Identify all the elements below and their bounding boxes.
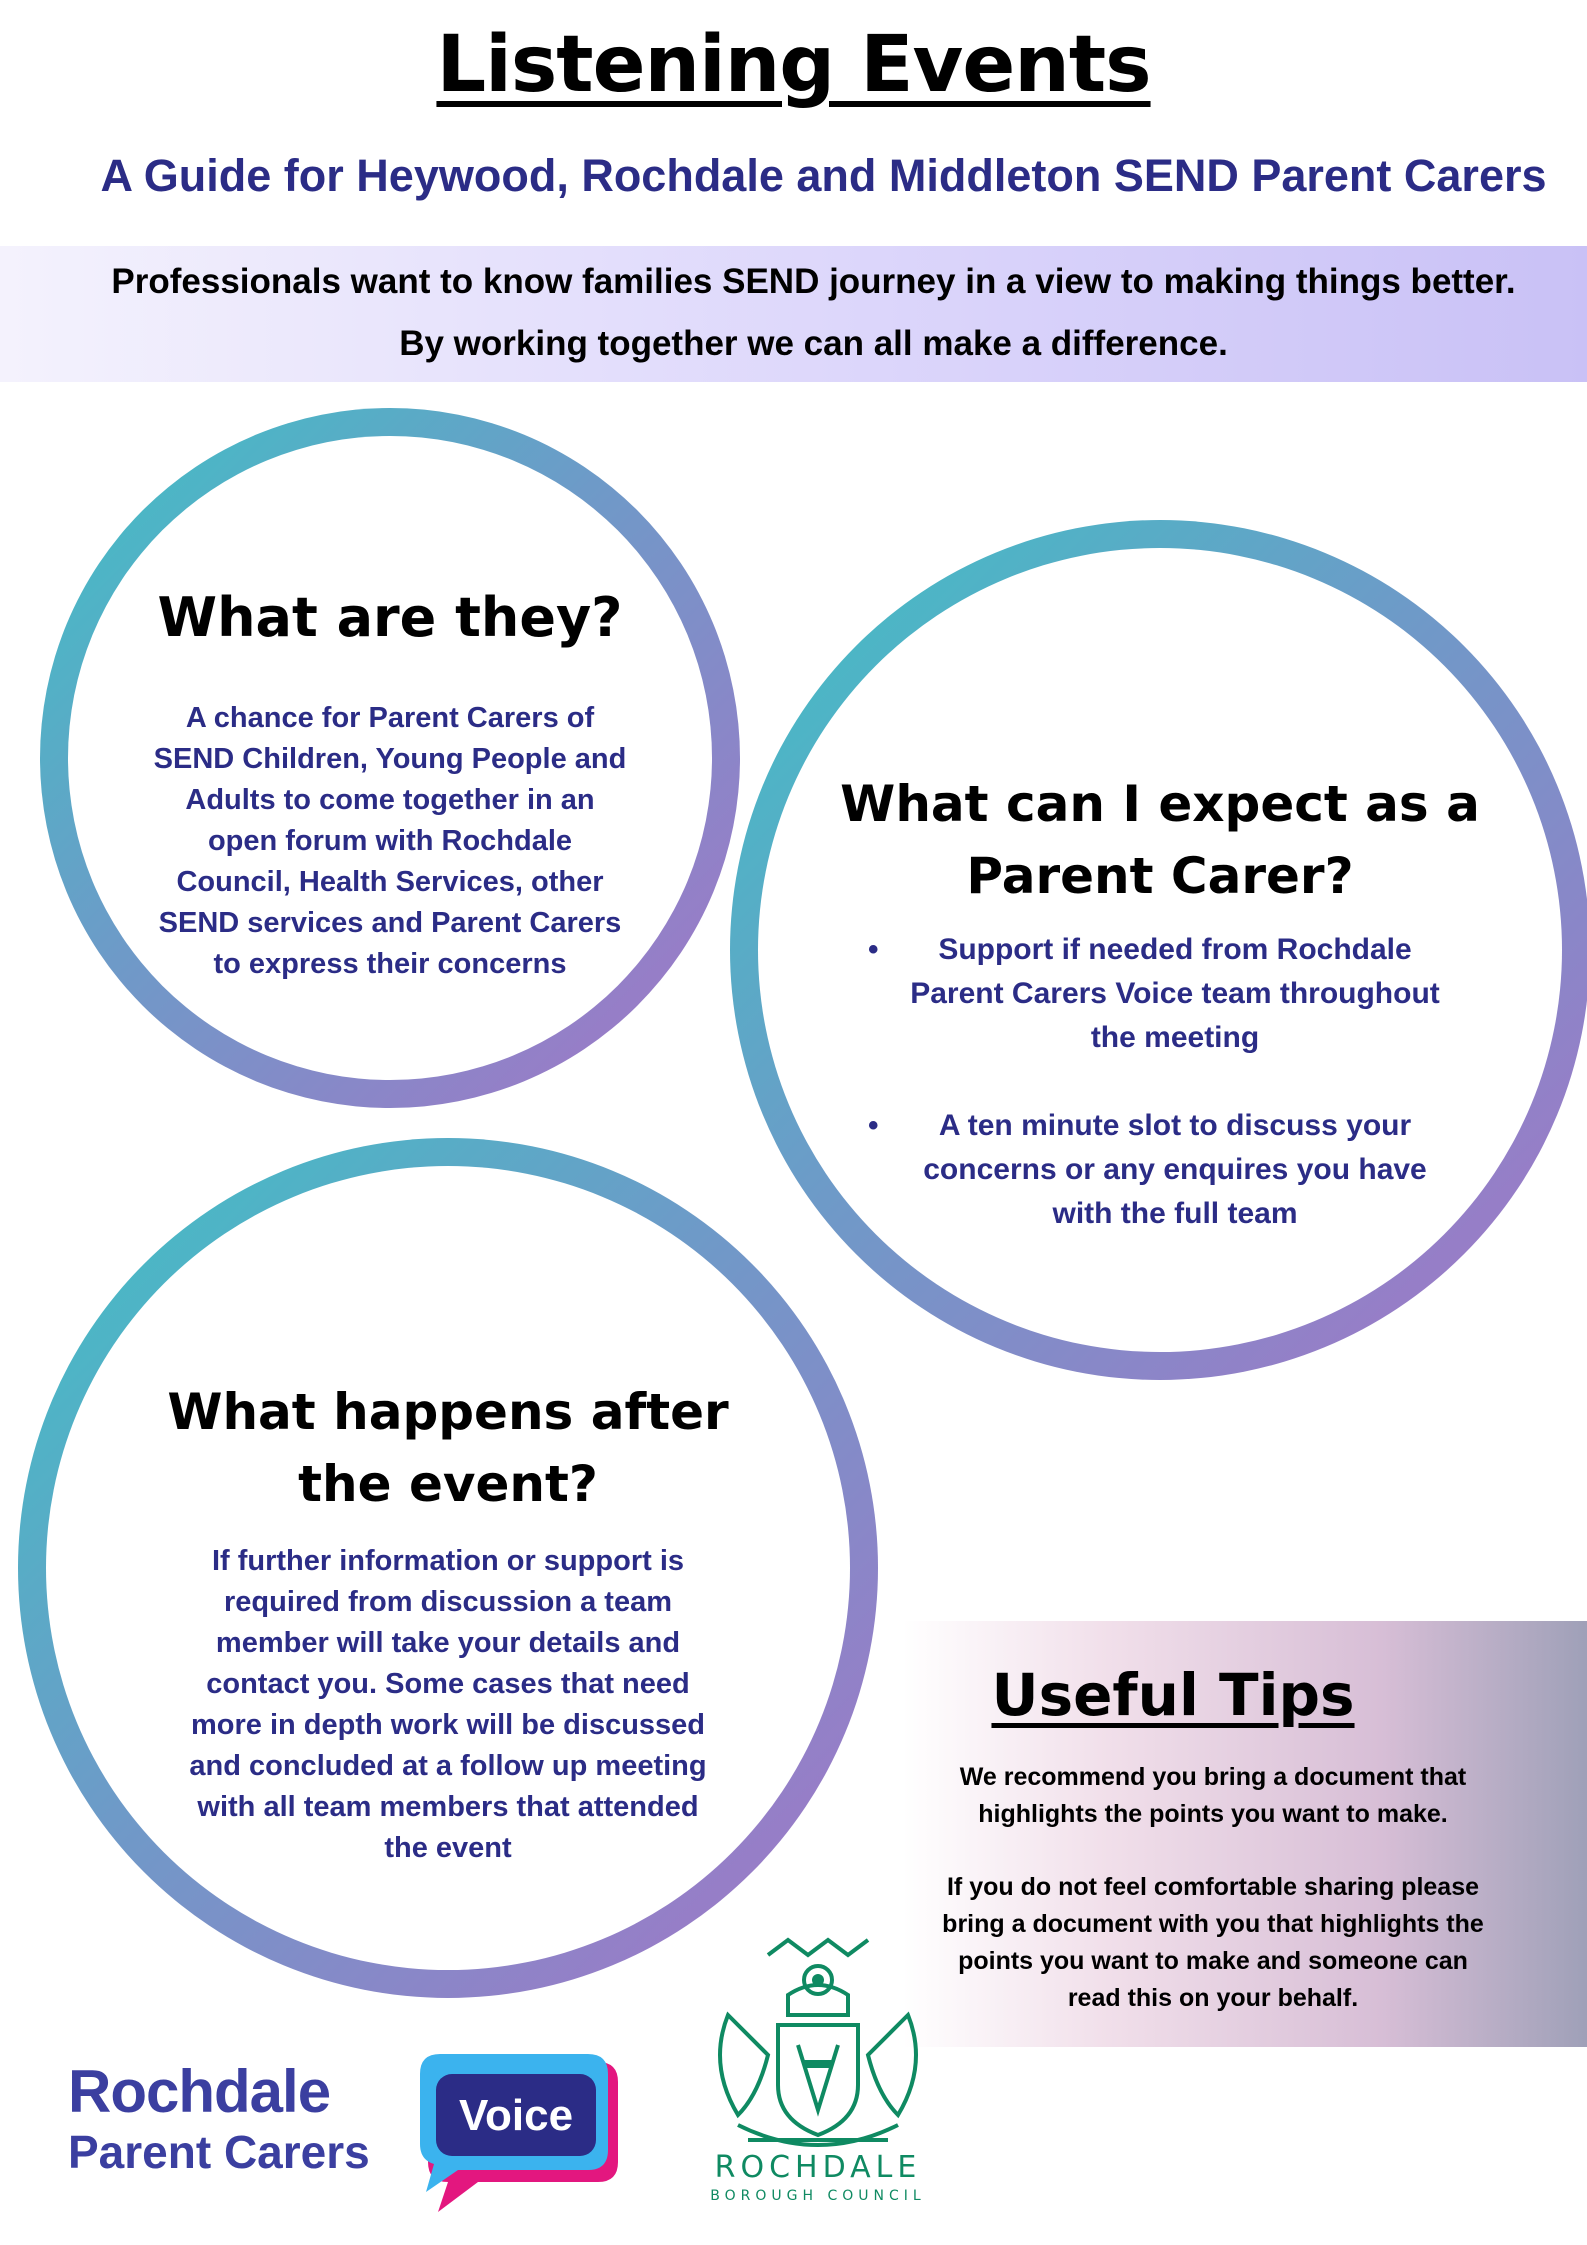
after-event-text: If further information or support is required from discussion a team member will take your details and contact you. Some cases that need more in depth work will be discussed and concluded at a follow up meeting with all team members that attended the event	[189, 1545, 707, 1864]
page-subtitle: A Guide for Heywood, Rochdale and Middleton SEND Parent Carers	[100, 150, 1547, 201]
rochdale-parent-carers-logo	[68, 2060, 370, 2180]
council-subtitle: BOROUGH COUNCIL	[710, 2188, 926, 2204]
expect-list	[868, 928, 1452, 1280]
what-to-expect-circle	[730, 520, 1587, 1380]
logo-line-1: Rochdale	[68, 2058, 331, 2125]
what-are-they-text: A chance for Parent Carers of SEND Children, Young People and Adults to come together in an open forum with Rochdale Council, Health Services, other SEND services and Parent Carers to express their concerns	[153, 702, 627, 980]
tip-someone-reads: If you do not feel comfortable sharing please bring a document with you that highlights the points you want to make and someone can read this on your behalf.	[942, 1873, 1484, 2012]
expect-item-slot	[868, 1104, 1452, 1236]
bullet-icon: •	[868, 933, 879, 966]
after-event-heading: What happens after the event?	[167, 1383, 729, 1513]
tip-bring-document: We recommend you bring a document that highlights the points you want to make.	[959, 1763, 1467, 1828]
council-name: ROCHDALE	[714, 2150, 922, 2185]
what-to-expect-heading: What can I expect as a Parent Carer?	[840, 775, 1480, 905]
useful-tips-heading: Useful Tips	[991, 1661, 1355, 1729]
expect-item-text: A ten minute slot to discuss your concerns or any enquires you have with the full team	[923, 1109, 1427, 1230]
intro-line-2: By working together we can all make a difference.	[399, 324, 1228, 363]
what-are-they-circle	[40, 408, 740, 1108]
intro-banner	[0, 246, 1587, 382]
what-are-they-heading: What are they?	[157, 586, 623, 649]
after-event-circle	[18, 1138, 878, 1998]
expect-item-support	[868, 928, 1452, 1060]
useful-tips-panel	[903, 1621, 1587, 2047]
intro-line-1: Professionals want to know families SEND journey in a view to making things better.	[111, 262, 1516, 301]
voice-label: Voice	[458, 2091, 574, 2140]
logo-line-2: Parent Carers	[68, 2126, 370, 2178]
bullet-icon: •	[868, 1109, 879, 1142]
page-title: Listening Events	[436, 20, 1151, 110]
expect-item-text: Support if needed from Rochdale Parent Carers Voice team throughout the meeting	[910, 933, 1440, 1054]
voice-speech-bubble-logo	[418, 2052, 628, 2217]
